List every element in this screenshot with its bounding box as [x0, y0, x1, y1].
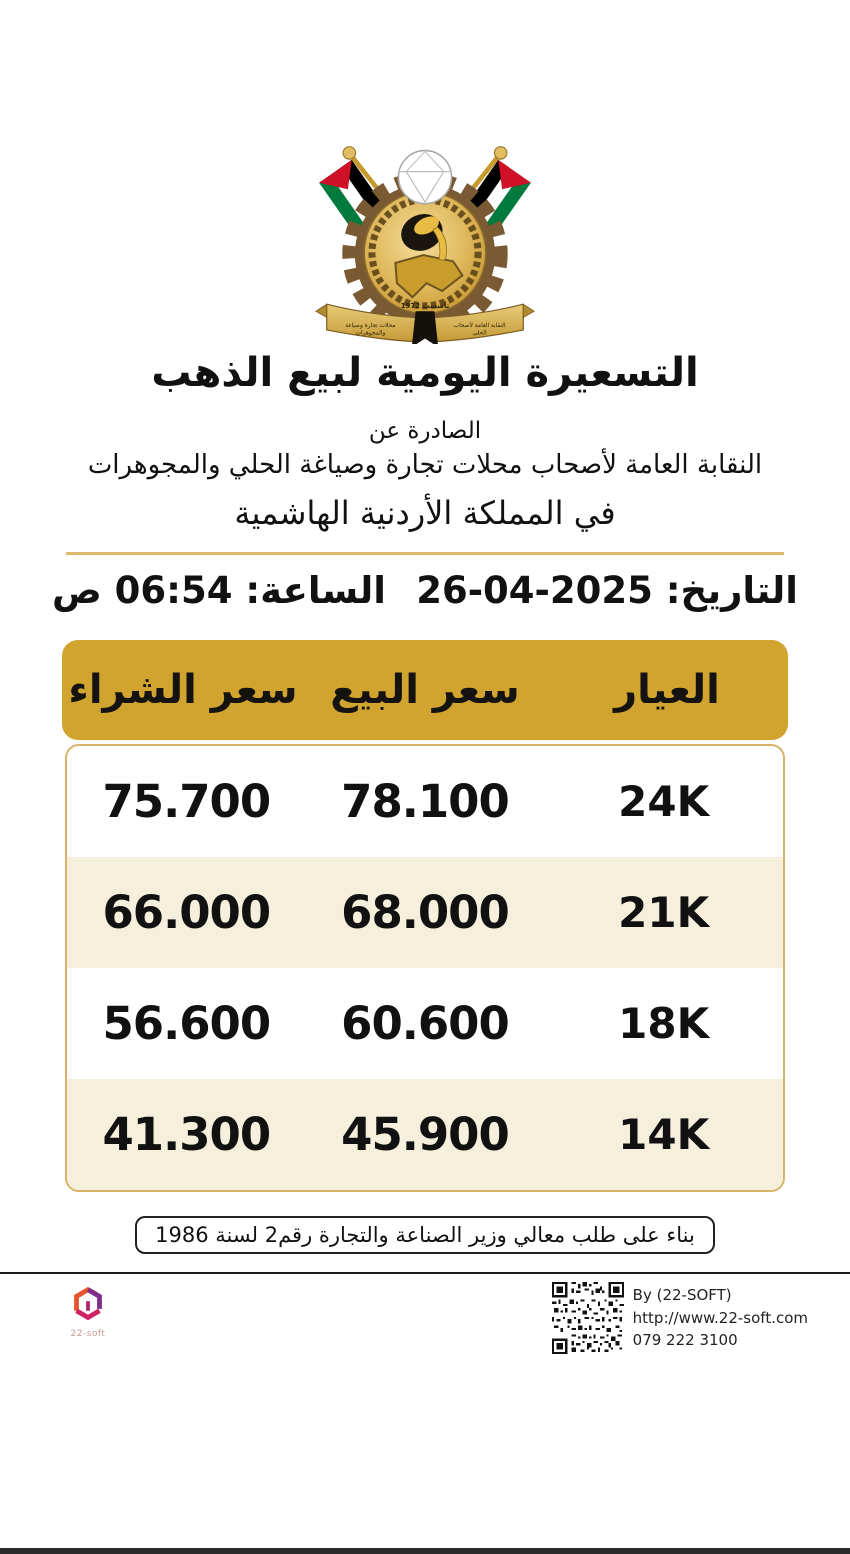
table-row-18k [67, 968, 783, 1079]
syndicate-emblem-icon [308, 110, 542, 344]
buy-price: 56.600 [102, 997, 271, 1050]
sell-price: 45.900 [341, 1108, 509, 1161]
established-year: تأسست 1972 [400, 301, 450, 311]
diamond-icon [398, 151, 451, 204]
column-header-karat: العيار [614, 667, 720, 713]
sell-price: 78.100 [341, 775, 509, 828]
sell-price: 68.000 [341, 886, 509, 939]
table-row-14k [67, 1079, 783, 1190]
ribbon-right-line1: النقابة العامة لأصحاب [453, 322, 506, 329]
time-group [52, 569, 386, 612]
issuer-name: النقابة العامة لأصحاب محلات تجارة وصياغة الحلي والمجوهرات [87, 450, 763, 480]
cube-logo-icon [65, 1282, 111, 1328]
time-value: 06:54 [114, 569, 233, 612]
price-table-body [65, 744, 785, 1192]
sell-price: 60.600 [341, 997, 509, 1050]
karat-value: 18K [618, 999, 710, 1048]
time-meridiem: ص [52, 569, 102, 612]
qr-code-icon [552, 1282, 624, 1354]
credit-phone: 079 222 3100 [632, 1331, 738, 1349]
developer-brand [58, 1282, 118, 1339]
page-title: التسعيرة اليومية لبيع الذهب [151, 350, 699, 396]
table-row-21k [67, 857, 783, 968]
karat-value: 24K [618, 777, 710, 826]
brand-label: 22-soft [70, 1329, 106, 1339]
date-group [416, 569, 798, 612]
karat-value: 21K [618, 888, 710, 937]
karat-value: 14K [618, 1110, 710, 1159]
legal-note: بناء على طلب معالي وزير الصناعة والتجارة رقم2 لسنة 1986 [135, 1216, 715, 1254]
gold-disc [364, 192, 486, 314]
ribbon-left-line2: والمجوهرات [355, 330, 386, 337]
bottom-edge-bar [0, 1548, 850, 1554]
country-line: في المملكة الأردنية الهاشمية [234, 494, 616, 532]
ribbon-left-line1: محلات تجارة وصياغة [345, 322, 396, 329]
credit-url: http://www.22-soft.com [632, 1308, 808, 1327]
date-value: 26-04-2025 [416, 569, 653, 612]
credit-text [633, 1282, 808, 1352]
time-label: الساعة: [245, 569, 386, 612]
table-row-24k [67, 746, 783, 857]
datetime-row [0, 569, 850, 612]
footer [0, 1274, 850, 1354]
column-header-sell: سعر البيع [330, 667, 520, 713]
buy-price: 66.000 [102, 886, 271, 939]
syndicate-logo [308, 110, 542, 348]
credit-by: By (22-SOFT) [632, 1286, 732, 1304]
price-table-header [62, 640, 788, 740]
buy-price: 41.300 [102, 1108, 271, 1161]
gold-price-bulletin [0, 110, 850, 1554]
issued-by-label: الصادرة عن [368, 418, 482, 444]
ribbon-right-line2: الحلي [472, 330, 487, 337]
gold-divider [66, 552, 784, 555]
credits-block [552, 1282, 808, 1354]
column-header-buy: سعر الشراء [68, 667, 298, 713]
buy-price: 75.700 [102, 775, 271, 828]
date-label: التاريخ: [665, 569, 798, 612]
